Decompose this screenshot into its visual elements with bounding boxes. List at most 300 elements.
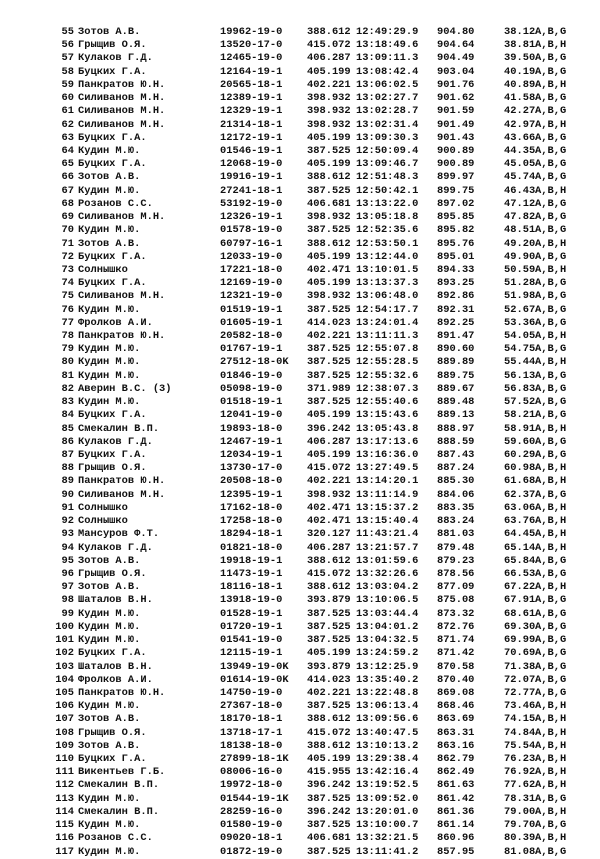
cell-ring: 21314-18-1: [220, 118, 283, 131]
cell-coef: 63.06: [504, 501, 536, 514]
cell-time: 13:14:20.1: [356, 475, 419, 488]
cell-rank: 74: [61, 277, 74, 290]
cell-dist: 388.612: [307, 237, 351, 250]
cell-dist: 320.127: [307, 528, 351, 541]
cell-name: Викентьев Г.Б.: [78, 766, 166, 779]
result-row: [0, 779, 600, 792]
cell-name: Буцких Г.А.: [78, 449, 147, 461]
cell-flags: A,B,H: [535, 237, 567, 250]
result-row: [0, 224, 600, 237]
cell-name: Смекалин В.П.: [78, 779, 160, 792]
cell-rank: 90: [61, 488, 74, 501]
cell-rank: 102: [55, 647, 74, 660]
cell-flags: A,B,G: [535, 369, 567, 382]
cell-ring: 13718-17-1: [220, 726, 283, 739]
cell-rank: 96: [61, 567, 74, 580]
cell-dist: 387.525: [307, 369, 351, 382]
cell-coef: 45.74: [504, 171, 536, 184]
cell-flags: A,B,H: [535, 541, 567, 554]
cell-name: Силиванов М.Н.: [78, 211, 166, 224]
cell-speed: 885.30: [437, 475, 475, 488]
cell-flags: A,B,G: [535, 449, 567, 461]
cell-name: Зотов А.В.: [78, 739, 141, 752]
result-row: [0, 317, 600, 330]
cell-speed: 863.31: [437, 726, 475, 739]
cell-name: Кудин М.Ю.: [78, 343, 141, 356]
result-row: [0, 766, 600, 779]
cell-rank: 73: [61, 263, 74, 276]
cell-ring: 08006-16-0: [220, 766, 283, 779]
cell-coef: 57.52: [504, 396, 536, 409]
cell-ring: 09020-18-1: [220, 832, 283, 845]
cell-ring: 12164-19-1: [220, 65, 283, 78]
cell-speed: 872.76: [437, 620, 475, 633]
cell-time: 13:09:56.6: [356, 713, 419, 726]
result-row: [0, 608, 600, 621]
result-row: [0, 383, 600, 396]
cell-time: 13:35:40.2: [356, 673, 419, 686]
cell-flags: A,B,H: [535, 39, 567, 52]
cell-speed: 893.25: [437, 277, 475, 290]
result-row: [0, 581, 600, 594]
cell-ring: 01605-19-1: [220, 316, 283, 329]
cell-name: Кудин М.Ю.: [78, 620, 141, 633]
cell-speed: 897.02: [437, 197, 475, 210]
cell-ring: 13520-17-0: [220, 39, 283, 52]
cell-coef: 38.81: [504, 39, 536, 52]
result-row: [0, 753, 600, 766]
cell-speed: 862.79: [437, 753, 475, 766]
cell-dist: 402.471: [307, 501, 351, 514]
cell-time: 13:08:42.4: [356, 65, 419, 78]
cell-coef: 54.75: [504, 343, 536, 356]
cell-speed: 892.86: [437, 290, 475, 303]
cell-time: 13:12:44.0: [356, 250, 419, 263]
cell-dist: 387.525: [307, 792, 351, 805]
cell-rank: 69: [61, 211, 74, 224]
result-row: [0, 700, 600, 713]
cell-name: Буцких Г.А.: [78, 158, 147, 171]
cell-ring: 18116-18-1: [220, 581, 283, 594]
cell-flags: A,B,G: [535, 554, 567, 567]
cell-dist: 415.072: [307, 567, 351, 580]
cell-flags: A,B,G: [535, 409, 567, 422]
cell-name: Зотов А.В.: [78, 237, 141, 250]
cell-ring: 27241-18-1: [220, 184, 283, 197]
cell-name: Кулаков Г.Д.: [78, 435, 153, 448]
cell-name: Панкратов Ю.Н.: [78, 686, 166, 699]
result-row: [0, 198, 600, 211]
cell-time: 13:27:49.5: [356, 462, 419, 475]
cell-coef: 81.08: [504, 845, 536, 858]
cell-speed: 901.62: [437, 92, 475, 105]
cell-ring: 18170-18-1: [220, 713, 283, 726]
cell-dist: 398.932: [307, 118, 351, 131]
cell-flags: A,B,G: [535, 158, 567, 171]
cell-rank: 83: [61, 396, 74, 409]
cell-flags: A,B,G: [535, 382, 567, 395]
cell-dist: 405.199: [307, 753, 351, 766]
cell-coef: 65.14: [504, 541, 536, 554]
cell-rank: 85: [61, 422, 74, 435]
cell-ring: 13918-19-0: [220, 594, 283, 607]
cell-flags: A,B,G: [535, 197, 567, 210]
cell-rank: 76: [61, 303, 74, 316]
cell-rank: 115: [55, 819, 74, 832]
cell-flags: A,B,G: [535, 607, 567, 620]
cell-speed: 871.42: [437, 647, 475, 660]
result-row: [0, 634, 600, 647]
result-row: [0, 211, 600, 224]
cell-dist: 414.023: [307, 673, 351, 686]
cell-rank: 84: [61, 409, 74, 422]
result-row: [0, 594, 600, 607]
cell-time: 13:10:01.5: [356, 263, 419, 276]
result-row: [0, 251, 600, 264]
cell-coef: 80.39: [504, 832, 536, 845]
cell-name: Кулаков Г.Д.: [78, 52, 153, 65]
cell-time: 13:09:52.0: [356, 792, 419, 805]
cell-coef: 42.97: [504, 118, 536, 131]
cell-time: 13:02:28.7: [356, 105, 419, 118]
cell-dist: 398.932: [307, 290, 351, 303]
cell-time: 13:21:57.7: [356, 541, 419, 554]
cell-name: Розанов С.С.: [78, 832, 153, 845]
cell-name: Панкратов Ю.Н.: [78, 330, 166, 343]
cell-flags: A,B,G: [535, 845, 567, 858]
cell-rank: 66: [61, 171, 74, 184]
result-row: [0, 661, 600, 674]
cell-flags: A,B,H: [535, 779, 567, 792]
cell-ring: 11473-19-1: [220, 567, 283, 580]
cell-flags: A,B,H: [535, 832, 567, 845]
cell-flags: A,B,H: [535, 263, 567, 276]
result-row: [0, 515, 600, 528]
cell-rank: 108: [55, 726, 74, 739]
cell-rank: 71: [61, 237, 74, 250]
cell-dist: 393.879: [307, 594, 351, 607]
cell-dist: 388.612: [307, 581, 351, 594]
cell-speed: 881.03: [437, 528, 475, 541]
cell-ring: 18138-18-0: [220, 739, 283, 752]
cell-name: Кудин М.Ю.: [78, 819, 141, 832]
cell-dist: 405.199: [307, 250, 351, 263]
cell-name: Кудин М.Ю.: [78, 607, 141, 620]
cell-flags: A,B,H: [535, 726, 567, 739]
cell-ring: 12034-19-1: [220, 449, 283, 461]
cell-rank: 98: [61, 594, 74, 607]
cell-coef: 59.60: [504, 435, 536, 448]
cell-name: Мансуров Ф.Т.: [78, 528, 160, 541]
cell-time: 13:11:11.3: [356, 330, 419, 343]
cell-dist: 405.199: [307, 409, 351, 422]
cell-rank: 67: [61, 184, 74, 197]
cell-dist: 405.199: [307, 65, 351, 78]
cell-rank: 56: [61, 39, 74, 52]
cell-dist: 387.525: [307, 224, 351, 237]
cell-time: 13:10:00.7: [356, 819, 419, 832]
cell-speed: 895.01: [437, 250, 475, 263]
cell-dist: 398.932: [307, 105, 351, 118]
cell-coef: 41.58: [504, 92, 536, 105]
cell-coef: 63.76: [504, 515, 536, 528]
cell-rank: 106: [55, 700, 74, 713]
cell-name: Кудин М.Ю.: [78, 845, 141, 858]
cell-flags: A,B,H: [535, 581, 567, 594]
cell-dist: 402.221: [307, 686, 351, 699]
cell-ring: 19962-19-0: [220, 26, 283, 38]
cell-speed: 863.69: [437, 713, 475, 726]
cell-speed: 889.89: [437, 356, 475, 369]
cell-name: Розанов С.С.: [78, 197, 153, 210]
result-row: [0, 145, 600, 158]
cell-name: Грыщив О.Я.: [78, 567, 147, 580]
cell-speed: 868.46: [437, 700, 475, 713]
cell-dist: 402.221: [307, 78, 351, 91]
cell-dist: 387.525: [307, 634, 351, 647]
cell-time: 12:50:09.4: [356, 144, 419, 157]
cell-coef: 42.27: [504, 105, 536, 118]
cell-dist: 387.525: [307, 845, 351, 858]
cell-speed: 860.96: [437, 832, 475, 845]
cell-coef: 78.31: [504, 792, 536, 805]
result-row: [0, 304, 600, 317]
cell-coef: 44.35: [504, 144, 536, 157]
cell-dist: 402.471: [307, 515, 351, 528]
result-row: [0, 423, 600, 436]
cell-flags: A,B,H: [535, 462, 567, 475]
cell-ring: 60797-16-1: [220, 237, 283, 250]
cell-rank: 103: [55, 660, 74, 673]
cell-speed: 901.76: [437, 78, 475, 91]
cell-rank: 111: [55, 766, 74, 779]
cell-time: 13:05:18.8: [356, 211, 419, 224]
cell-flags: A,B,G: [535, 105, 567, 118]
cell-rank: 61: [61, 105, 74, 118]
cell-flags: A,B,G: [535, 250, 567, 263]
cell-ring: 19918-19-1: [220, 554, 283, 567]
result-row: [0, 26, 600, 39]
cell-rank: 57: [61, 52, 74, 65]
cell-rank: 107: [55, 713, 74, 726]
cell-coef: 69.99: [504, 634, 536, 647]
cell-coef: 70.69: [504, 647, 536, 660]
cell-ring: 53192-19-0: [220, 197, 283, 210]
cell-speed: 888.97: [437, 422, 475, 435]
cell-ring: 01578-19-0: [220, 224, 283, 237]
result-row: [0, 832, 600, 845]
cell-time: 13:04:32.5: [356, 634, 419, 647]
cell-flags: A,B,H: [535, 753, 567, 766]
result-row: [0, 819, 600, 832]
cell-flags: A,B,G: [535, 316, 567, 329]
cell-dist: 387.525: [307, 396, 351, 409]
result-row: [0, 542, 600, 555]
cell-dist: 387.525: [307, 620, 351, 633]
cell-rank: 78: [61, 330, 74, 343]
cell-name: Кудин М.Ю.: [78, 144, 141, 157]
cell-time: 13:24:59.2: [356, 647, 419, 660]
cell-name: Кудин М.Ю.: [78, 303, 141, 316]
cell-name: Буцких Г.А.: [78, 250, 147, 263]
cell-ring: 12321-19-0: [220, 290, 283, 303]
cell-ring: 12041-19-0: [220, 409, 283, 422]
cell-dist: 402.221: [307, 475, 351, 488]
result-row: [0, 489, 600, 502]
cell-speed: 904.49: [437, 52, 475, 65]
cell-dist: 405.199: [307, 277, 351, 290]
cell-dist: 396.242: [307, 779, 351, 792]
cell-coef: 50.59: [504, 263, 536, 276]
cell-flags: A,B,G: [535, 792, 567, 805]
cell-flags: A,B,G: [535, 620, 567, 633]
cell-rank: 105: [55, 686, 74, 699]
cell-dist: 387.525: [307, 184, 351, 197]
cell-name: Солнышко: [78, 501, 128, 514]
cell-flags: A,B,H: [535, 700, 567, 713]
cell-speed: 904.80: [437, 26, 475, 38]
cell-time: 13:13:22.0: [356, 197, 419, 210]
result-row: [0, 647, 600, 660]
cell-time: 12:52:35.6: [356, 224, 419, 237]
cell-flags: A,B,H: [535, 766, 567, 779]
cell-speed: 861.36: [437, 805, 475, 818]
cell-rank: 95: [61, 554, 74, 567]
cell-speed: 861.63: [437, 779, 475, 792]
cell-name: Смекалин В.П.: [78, 422, 160, 435]
cell-name: Зотов А.В.: [78, 171, 141, 184]
cell-time: 13:42:16.4: [356, 766, 419, 779]
cell-ring: 01720-19-1: [220, 620, 283, 633]
cell-rank: 60: [61, 92, 74, 105]
result-row: [0, 449, 600, 462]
cell-speed: 883.35: [437, 501, 475, 514]
cell-ring: 17221-18-0: [220, 263, 283, 276]
cell-rank: 70: [61, 224, 74, 237]
cell-speed: 889.48: [437, 396, 475, 409]
cell-ring: 01767-19-1: [220, 343, 283, 356]
cell-ring: 01580-19-0: [220, 819, 283, 832]
cell-rank: 80: [61, 356, 74, 369]
cell-flags: A,B,G: [535, 65, 567, 78]
cell-dist: 405.199: [307, 449, 351, 461]
cell-dist: 387.525: [307, 607, 351, 620]
cell-time: 12:55:28.5: [356, 356, 419, 369]
cell-rank: 86: [61, 435, 74, 448]
cell-name: Буцких Г.А.: [78, 131, 147, 144]
cell-speed: 887.43: [437, 449, 475, 461]
cell-name: Фролков А.И.: [78, 316, 153, 329]
cell-ring: 27512-18-0K: [220, 356, 289, 369]
cell-dist: 387.525: [307, 700, 351, 713]
result-row: [0, 92, 600, 105]
cell-coef: 45.05: [504, 158, 536, 171]
result-row: [0, 119, 600, 132]
cell-time: 13:06:02.5: [356, 78, 419, 91]
cell-dist: 387.525: [307, 343, 351, 356]
cell-name: Солнышко: [78, 263, 128, 276]
cell-flags: A,B,G: [535, 634, 567, 647]
cell-ring: 19893-18-0: [220, 422, 283, 435]
cell-coef: 60.29: [504, 449, 536, 461]
cell-flags: A,B,H: [535, 184, 567, 197]
cell-rank: 55: [61, 26, 74, 38]
cell-time: 13:06:48.0: [356, 290, 419, 303]
result-row: [0, 555, 600, 568]
cell-ring: 01541-19-0: [220, 634, 283, 647]
cell-time: 13:03:44.4: [356, 607, 419, 620]
cell-name: Солнышко: [78, 515, 128, 528]
cell-speed: 889.13: [437, 409, 475, 422]
result-row: [0, 502, 600, 515]
cell-name: Кудин М.Ю.: [78, 396, 141, 409]
cell-flags: A,B,G: [535, 211, 567, 224]
cell-time: 13:01:59.6: [356, 554, 419, 567]
cell-name: Кудин М.Ю.: [78, 634, 141, 647]
cell-dist: 387.525: [307, 144, 351, 157]
cell-time: 13:32:26.6: [356, 567, 419, 580]
cell-name: Грыщив О.Я.: [78, 726, 147, 739]
cell-ring: 19972-18-0: [220, 779, 283, 792]
result-row: [0, 674, 600, 687]
cell-flags: A,B,G: [535, 303, 567, 316]
cell-ring: 13949-19-0K: [220, 660, 289, 673]
cell-coef: 51.28: [504, 277, 536, 290]
cell-dist: 415.072: [307, 39, 351, 52]
cell-time: 13:15:43.6: [356, 409, 419, 422]
cell-time: 13:09:11.3: [356, 52, 419, 65]
cell-time: 13:09:46.7: [356, 158, 419, 171]
cell-ring: 01528-19-1: [220, 607, 283, 620]
cell-ring: 19916-19-1: [220, 171, 283, 184]
cell-dist: 406.287: [307, 541, 351, 554]
cell-speed: 861.42: [437, 792, 475, 805]
cell-rank: 88: [61, 462, 74, 475]
cell-coef: 51.98: [504, 290, 536, 303]
cell-coef: 73.46: [504, 700, 536, 713]
cell-speed: 877.09: [437, 581, 475, 594]
result-row: [0, 39, 600, 52]
cell-speed: 875.08: [437, 594, 475, 607]
cell-coef: 62.37: [504, 488, 536, 501]
cell-time: 13:12:25.9: [356, 660, 419, 673]
cell-rank: 104: [55, 673, 74, 686]
cell-dist: 402.471: [307, 263, 351, 276]
cell-ring: 01518-19-1: [220, 396, 283, 409]
cell-dist: 415.955: [307, 766, 351, 779]
cell-time: 13:24:01.4: [356, 316, 419, 329]
cell-coef: 76.92: [504, 766, 536, 779]
cell-coef: 67.91: [504, 594, 536, 607]
cell-time: 12:49:29.9: [356, 26, 419, 38]
cell-ring: 01519-19-1: [220, 303, 283, 316]
cell-coef: 53.36: [504, 316, 536, 329]
cell-speed: 871.74: [437, 634, 475, 647]
cell-rank: 65: [61, 158, 74, 171]
cell-flags: A,B,H: [535, 713, 567, 726]
result-row: [0, 621, 600, 634]
cell-coef: 47.82: [504, 211, 536, 224]
cell-time: 13:05:43.8: [356, 422, 419, 435]
cell-dist: 402.221: [307, 330, 351, 343]
cell-coef: 40.19: [504, 65, 536, 78]
result-row: [0, 264, 600, 277]
cell-speed: 895.76: [437, 237, 475, 250]
cell-ring: 12068-19-0: [220, 158, 283, 171]
cell-flags: A,B,G: [535, 488, 567, 501]
cell-speed: 870.58: [437, 660, 475, 673]
cell-rank: 109: [55, 739, 74, 752]
